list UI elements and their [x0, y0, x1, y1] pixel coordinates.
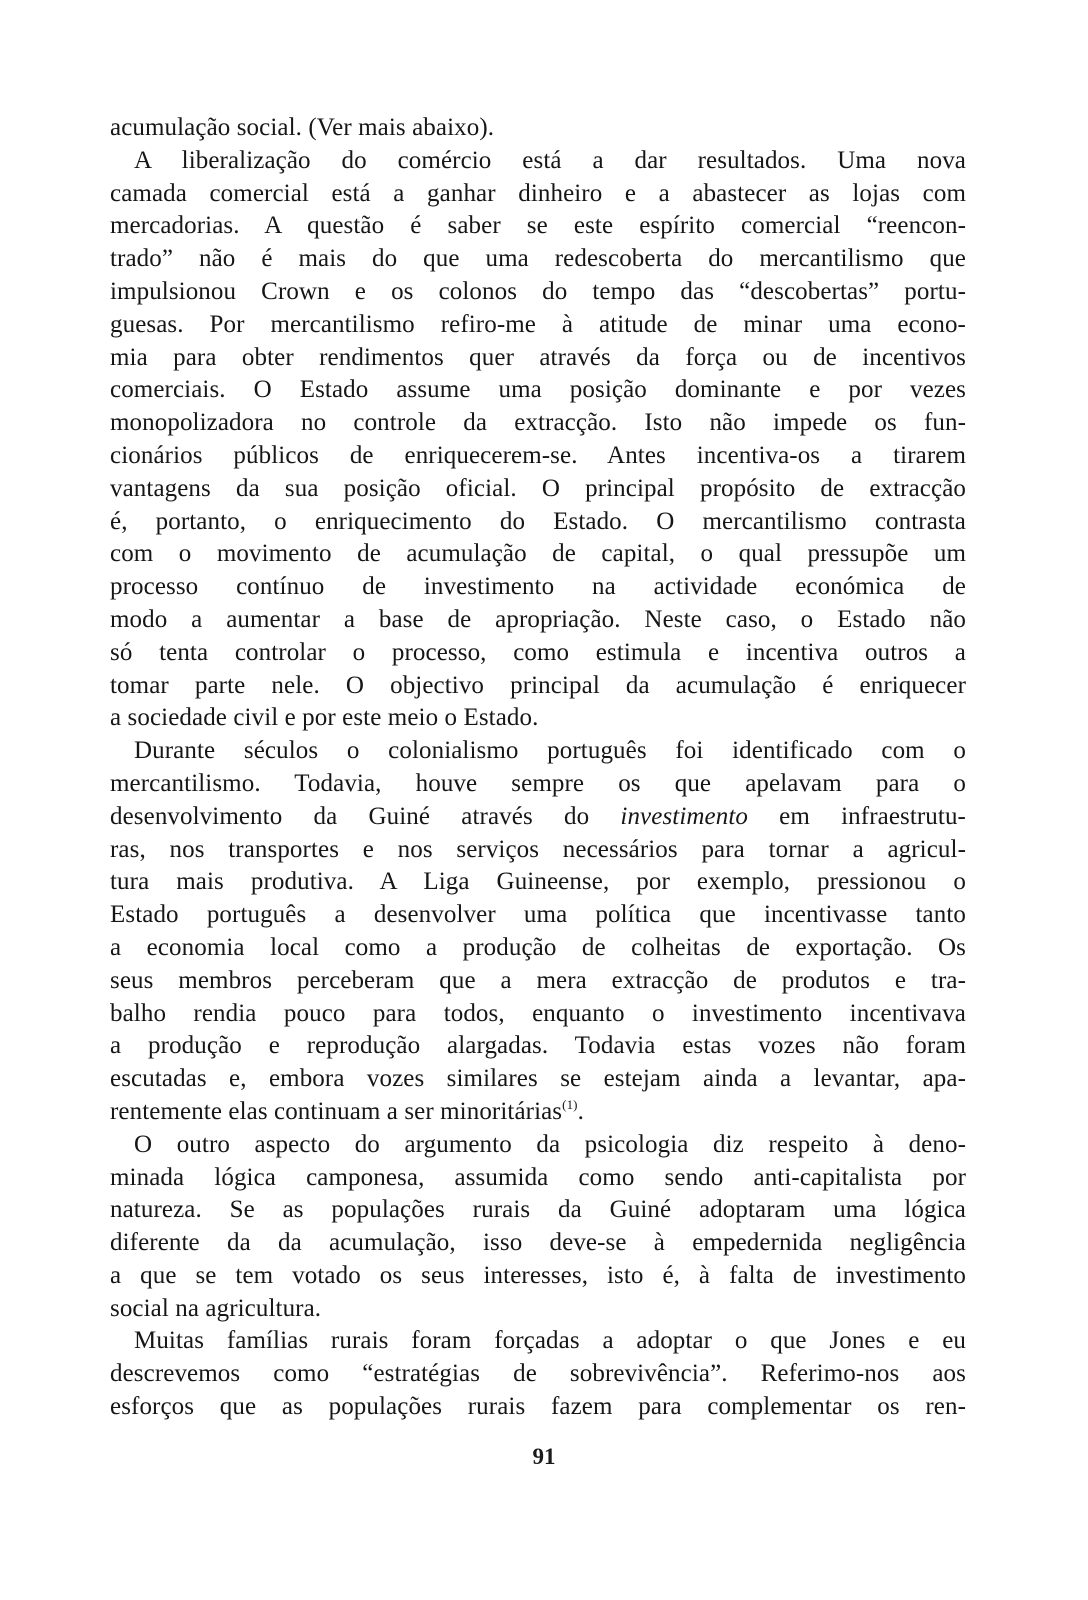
text-line: esforços que as populações rurais fazem para complementar os ren-	[110, 1393, 966, 1421]
text-line: monopolizadora no controle da extracção. Isto não impede os fun-	[110, 409, 966, 437]
text-line: Estado português a desenvolver uma política que incentivasse tanto	[110, 901, 966, 929]
document-body	[110, 112, 966, 1424]
emphasized-text: investimento	[620, 802, 748, 830]
text-line: a produção e reprodução alargadas. Todavia estas vozes não foram	[110, 1032, 966, 1060]
text-line: tomar parte nele. O objectivo principal da acumulação é enriquecer	[110, 671, 966, 699]
text-line: é, portanto, o enriquecimento do Estado. O mercantilismo contrasta	[110, 507, 966, 535]
text-line: seus membros perceberam que a mera extracção de produtos e tra-	[110, 966, 966, 994]
text-line: natureza. Se as populações rurais da Guiné adoptaram uma lógica	[110, 1196, 966, 1224]
text-segment: em infraestrutu-	[747, 802, 966, 830]
text-line: escutadas e, embora vozes similares se estejam ainda a levantar, apa-	[110, 1065, 966, 1093]
text-line: a sociedade civil e por este meio o Estado.	[110, 704, 539, 732]
text-line: mercantilismo. Todavia, houve sempre os que apelavam para o	[110, 769, 966, 797]
page-number: 91	[532, 1444, 556, 1469]
text-line: social na agricultura.	[110, 1294, 322, 1322]
text-segment: .	[577, 1097, 584, 1125]
text-line: ras, nos transportes e nos serviços necessários para tornar a agricul-	[110, 835, 966, 863]
text-line: só tenta controlar o processo, como estimula e incentiva outros a	[110, 638, 966, 666]
text-line: minada lógica camponesa, assumida como sendo anti-capitalista por	[110, 1163, 966, 1191]
text-line: trado” não é mais do que uma redescoberta do mercantilismo que	[110, 245, 966, 273]
text-line	[110, 1096, 966, 1129]
paragraph-first-line: A liberalização do comércio está a dar resultados. Uma nova	[134, 146, 966, 174]
text-line: acumulação social. (Ver mais abaixo).	[110, 114, 495, 141]
text-line	[110, 801, 966, 834]
text-line: impulsionou Crown e os colonos do tempo das “descobertas” portu-	[110, 277, 966, 305]
text-line: mercadorias. A questão é saber se este espírito comercial “reencon-	[110, 212, 966, 240]
text-line: comerciais. O Estado assume uma posição dominante e por vezes	[110, 376, 966, 404]
text-line: com o movimento de acumulação de capital, o qual pressupõe um	[110, 540, 966, 568]
text-line: tura mais produtiva. A Liga Guineense, por exemplo, pressionou o	[110, 868, 966, 896]
footnote-reference[interactable]: (1)	[562, 1096, 578, 1112]
text-line: guesas. Por mercantilismo refiro-me à atitude de minar uma econo-	[110, 310, 966, 338]
text-segment: desenvolvimento da Guiné através do	[110, 802, 621, 830]
text-segment: rentemente elas continuam a ser minoritárias	[110, 1097, 563, 1125]
text-line: modo a aumentar a base de apropriação. Neste caso, o Estado não	[110, 605, 966, 633]
text-line: descrevemos como “estratégias de sobrevivência”. Referimo-nos aos	[110, 1360, 966, 1388]
text-line: diferente da da acumulação, isso deve-se à empedernida negligência	[110, 1229, 966, 1257]
text-line: camada comercial está a ganhar dinheiro e a abastecer as lojas com	[110, 179, 966, 207]
paragraph-first-line: O outro aspecto do argumento da psicologia diz respeito à deno-	[134, 1130, 966, 1158]
text-line: a economia local como a produção de colheitas de exportação. Os	[110, 933, 966, 961]
text-line: vantagens da sua posição oficial. O principal propósito de extracção	[110, 474, 966, 502]
text-line: mia para obter rendimentos quer através da força ou de incentivos	[110, 343, 966, 371]
text-line: processo contínuo de investimento na actividade económica de	[110, 573, 966, 601]
paragraph-first-line: Durante séculos o colonialismo português foi identificado com o	[134, 737, 966, 765]
text-line: a que se tem votado os seus interesses, isto é, à falta de investimento	[110, 1261, 966, 1289]
text-line: cionários públicos de enriquecerem-se. Antes incentiva-os a tirarem	[110, 441, 966, 469]
text-line: balho rendia pouco para todos, enquanto o investimento incentivava	[110, 999, 966, 1027]
paragraph-first-line: Muitas famílias rurais foram forçadas a adoptar o que Jones e eu	[134, 1327, 966, 1355]
